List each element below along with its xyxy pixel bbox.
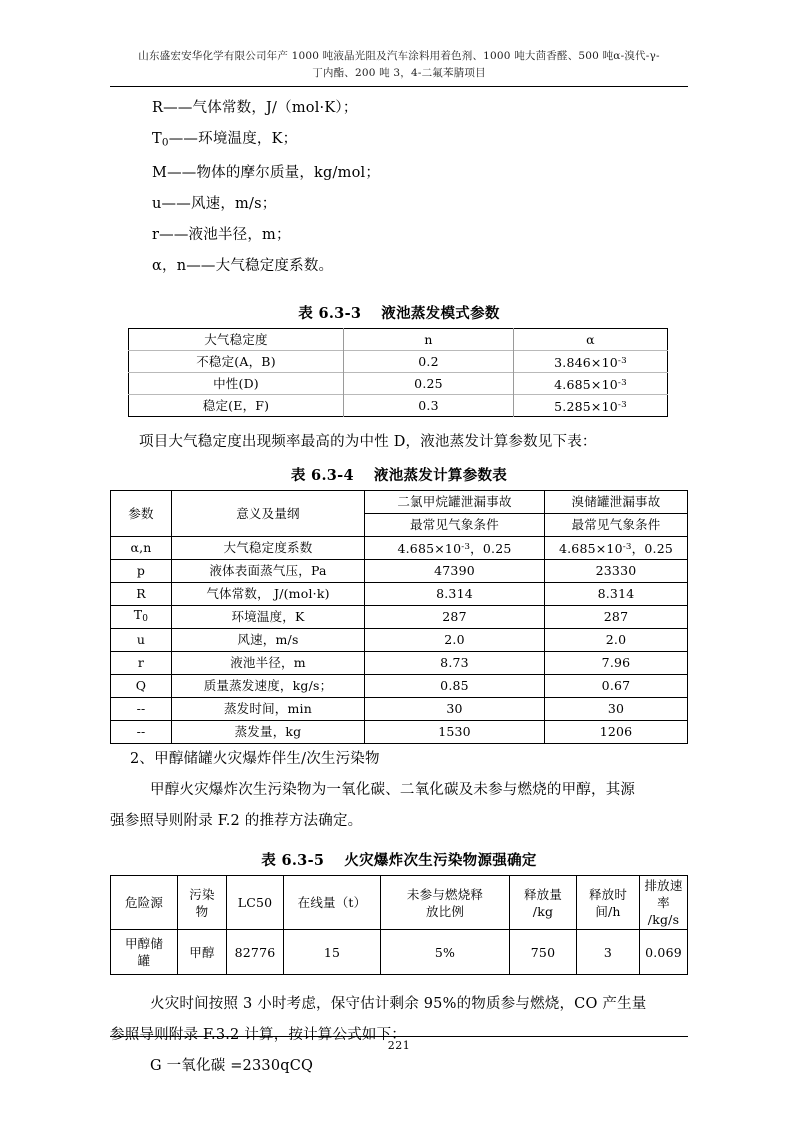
variable-text-r: ——液池半径，m；	[159, 227, 291, 244]
table-634-r6-meaning: 质量蒸发速度，kg/s；	[172, 675, 365, 698]
table-row	[111, 930, 688, 975]
table-634-r7-param: --	[111, 698, 172, 721]
table-634-r8-param: --	[111, 721, 172, 744]
table-634-r3-v2: 287	[545, 606, 688, 629]
table-row	[111, 491, 688, 514]
table-634-title: 液池蒸发计算参数表	[373, 467, 508, 485]
variable-definition-R	[110, 93, 688, 124]
table-634-r6-param: Q	[111, 675, 172, 698]
table-row	[111, 721, 688, 744]
table-633-r0-stability: 不稳定(A，B)	[129, 351, 344, 373]
table-635-header-emission-rate: 排放速率 /kg/s	[640, 876, 688, 930]
table-634-r0-v2: $4.685\times 10^{-3}$，0.25	[545, 537, 688, 560]
table-635-r0-emission-rate: 0.069	[640, 930, 688, 975]
variable-text-alpha-n: ——大气稳定度系数。	[186, 258, 334, 275]
table-633-col-header-n: n	[344, 329, 514, 351]
closing-line-1: 火灾时间按照 3 小时考虑，保守估计剩余 95%的物质参与燃烧，CO 产生量	[150, 996, 647, 1013]
page-number: 221	[387, 1039, 411, 1052]
table-633	[128, 328, 668, 417]
table-634-r2-meaning: 气体常数， J/(mol·k)	[172, 583, 365, 606]
table-633-title: 液池蒸发模式参数	[381, 305, 500, 323]
table-row	[111, 583, 688, 606]
table-635-number: 表 6.3-5	[261, 852, 325, 870]
table-633-col-header-stability: 大气稳定度	[129, 329, 344, 351]
section-2-heading: 2、甲醇储罐火灾爆炸伴生/次生污染物	[130, 751, 380, 768]
variable-definition-M	[110, 158, 688, 189]
table-633-caption	[110, 302, 688, 323]
table-633-r2-alpha: $5.285\times 10^{-3}$	[514, 395, 668, 417]
table-634-header-case1-bottom: 最常见气象条件	[365, 514, 545, 537]
table-634-r2-v2: 8.314	[545, 583, 688, 606]
table-634-r5-v1: 8.73	[365, 652, 545, 675]
table-634-r4-v1: 2.0	[365, 629, 545, 652]
table-634-r1-v1: 47390	[365, 560, 545, 583]
table-row	[129, 373, 668, 395]
table-row	[111, 698, 688, 721]
table-row	[111, 629, 688, 652]
table-634-r4-param: u	[111, 629, 172, 652]
table-635-header-source: 危险源	[111, 876, 178, 930]
running-header-line-1: 山东盛宏安华化学有限公司年产 1000 吨液晶光阻及汽车涂料用着色剂、1000 吨大茴香醛、500 吨α-溴代-γ-	[138, 50, 660, 62]
variable-symbol-M: M	[152, 165, 168, 182]
variable-text-u: ——风速，m/s；	[161, 196, 277, 213]
table-635-header-lc50: LC50	[227, 876, 284, 930]
table-634-r3-param: $T_0$	[111, 606, 172, 629]
table-635-header-release-amount: 释放量 /kg	[510, 876, 577, 930]
table-635-r0-source: 甲醇储 罐	[111, 930, 178, 975]
section-2-body-line-1: 甲醇火灾爆炸次生污染物为一氧化碳、二氧化碳及未参与燃烧的甲醇，其源	[150, 782, 636, 799]
closing-formula: G 一氧化碳 =2330qCQ	[150, 1058, 314, 1075]
table-633-r1-stability: 中性(D)	[129, 373, 344, 395]
table-634-r3-meaning: 环境温度，K	[172, 606, 365, 629]
table-635-r0-release-amount: 750	[510, 930, 577, 975]
table-row	[111, 560, 688, 583]
table-634-r5-param: r	[111, 652, 172, 675]
table-633-number: 表 6.3-3	[298, 305, 362, 323]
table-634-r7-v2: 30	[545, 698, 688, 721]
table-635-header-unburned-ratio: 未参与燃烧释 放比例	[381, 876, 510, 930]
table-634-r1-v2: 23330	[545, 560, 688, 583]
table-row	[111, 537, 688, 560]
table-633-r1-alpha: $4.685\times 10^{-3}$	[514, 373, 668, 395]
table-633-r1-n: 0.25	[344, 373, 514, 395]
table-635-header-pollutant: 污染 物	[178, 876, 227, 930]
table-634-header-case2-top: 溴储罐泄漏事故	[545, 491, 688, 514]
variable-symbol-R: R	[152, 100, 164, 116]
variable-definition-T0	[110, 124, 688, 158]
table-633-r0-alpha: $3.846\times 10^{-3}$	[514, 351, 668, 373]
table-633-col-header-alpha: α	[586, 331, 595, 347]
table-635-r0-pollutant: 甲醇	[178, 930, 227, 975]
table-634-header-param: 参数	[111, 491, 172, 537]
table-635-r0-online-amount: 15	[284, 930, 381, 975]
table-635-caption	[110, 849, 688, 870]
table-634-r2-param: R	[111, 583, 172, 606]
table-635-title: 火灾爆炸次生污染物源强确定	[344, 852, 537, 870]
variable-definition-u	[110, 189, 688, 220]
table-635-r0-lc50: 82776	[227, 930, 284, 975]
variable-symbol-u: u	[152, 196, 162, 213]
variable-definition-r	[110, 220, 688, 251]
running-header-line-2: 丁内酯、200 吨 3，4-二氟苯腈项目	[312, 67, 486, 79]
table-635-header-online-amount: 在线量（t）	[284, 876, 381, 930]
section-2-body-line-2: 强参照导则附录 F.2 的推荐方法确定。	[110, 813, 363, 830]
table-634-r0-v1: $4.685\times 10^{-3}$，0.25	[365, 537, 545, 560]
table-635	[110, 875, 688, 975]
table-634-r4-v2: 2.0	[545, 629, 688, 652]
table-634-r8-v1: 1530	[365, 721, 545, 744]
table-635-r0-unburned-ratio: 5%	[381, 930, 510, 975]
table-row	[129, 329, 668, 351]
table-634-r8-meaning: 蒸发量，kg	[172, 721, 365, 744]
table-634-r2-v1: 8.314	[365, 583, 545, 606]
table-634-r6-v2: 0.67	[545, 675, 688, 698]
variable-symbol-r: r	[152, 227, 160, 244]
table-633-r0-n: 0.2	[344, 351, 514, 373]
table-634-r3-v1: 287	[365, 606, 545, 629]
table-634	[110, 490, 688, 744]
table-row	[111, 652, 688, 675]
page-footer	[110, 1036, 688, 1052]
table-row	[129, 395, 668, 417]
variable-definition-alpha-n	[110, 251, 688, 282]
table-633-r2-stability: 稳定(E，F)	[129, 395, 344, 417]
variable-text-M: ——物体的摩尔质量，kg/mol；	[167, 165, 381, 182]
paragraph-between-tables: 项目大气稳定度出现频率最高的为中性 D，液池蒸发计算参数见下表：	[139, 434, 597, 451]
table-634-number: 表 6.3-4	[290, 467, 354, 485]
table-634-r1-meaning: 液体表面蒸气压，Pa	[172, 560, 365, 583]
variable-definition-list	[110, 93, 688, 282]
variable-text-T0: ——环境温度，K；	[168, 131, 298, 147]
table-634-r4-meaning: 风速，m/s	[172, 629, 365, 652]
variable-symbol-T0: $T_0$	[152, 131, 169, 149]
page-content	[110, 48, 688, 1082]
closing-line-2: 参照导则附录 F.3.2 计算，按计算公式如下：	[110, 1027, 406, 1044]
table-634-r7-meaning: 蒸发时间，min	[172, 698, 365, 721]
table-634-caption	[110, 464, 688, 485]
table-row	[111, 606, 688, 629]
table-row	[111, 675, 688, 698]
table-634-header-case1-top: 二氯甲烷罐泄漏事故	[365, 491, 545, 514]
table-633-r2-n: 0.3	[344, 395, 514, 417]
table-row	[111, 876, 688, 930]
footer-divider	[110, 1036, 688, 1037]
table-635-r0-release-time: 3	[577, 930, 640, 975]
table-634-r5-meaning: 液池半径，m	[172, 652, 365, 675]
table-634-r7-v1: 30	[365, 698, 545, 721]
running-header	[110, 48, 688, 82]
variable-text-R: ——气体常数，J/（mol·K）；	[163, 100, 358, 116]
table-634-r0-param: α,n	[111, 537, 172, 560]
table-634-r1-param: p	[111, 560, 172, 583]
table-634-r5-v2: 7.96	[545, 652, 688, 675]
table-634-header-case2-bottom: 最常见气象条件	[545, 514, 688, 537]
table-row	[129, 351, 668, 373]
table-635-header-release-time: 释放时 间/h	[577, 876, 640, 930]
variable-symbol-alpha-n: α，n	[152, 258, 187, 275]
table-634-header-meaning: 意义及量纲	[172, 491, 365, 537]
table-634-r0-meaning: 大气稳定度系数	[172, 537, 365, 560]
table-634-r6-v1: 0.85	[365, 675, 545, 698]
table-634-r8-v2: 1206	[545, 721, 688, 744]
